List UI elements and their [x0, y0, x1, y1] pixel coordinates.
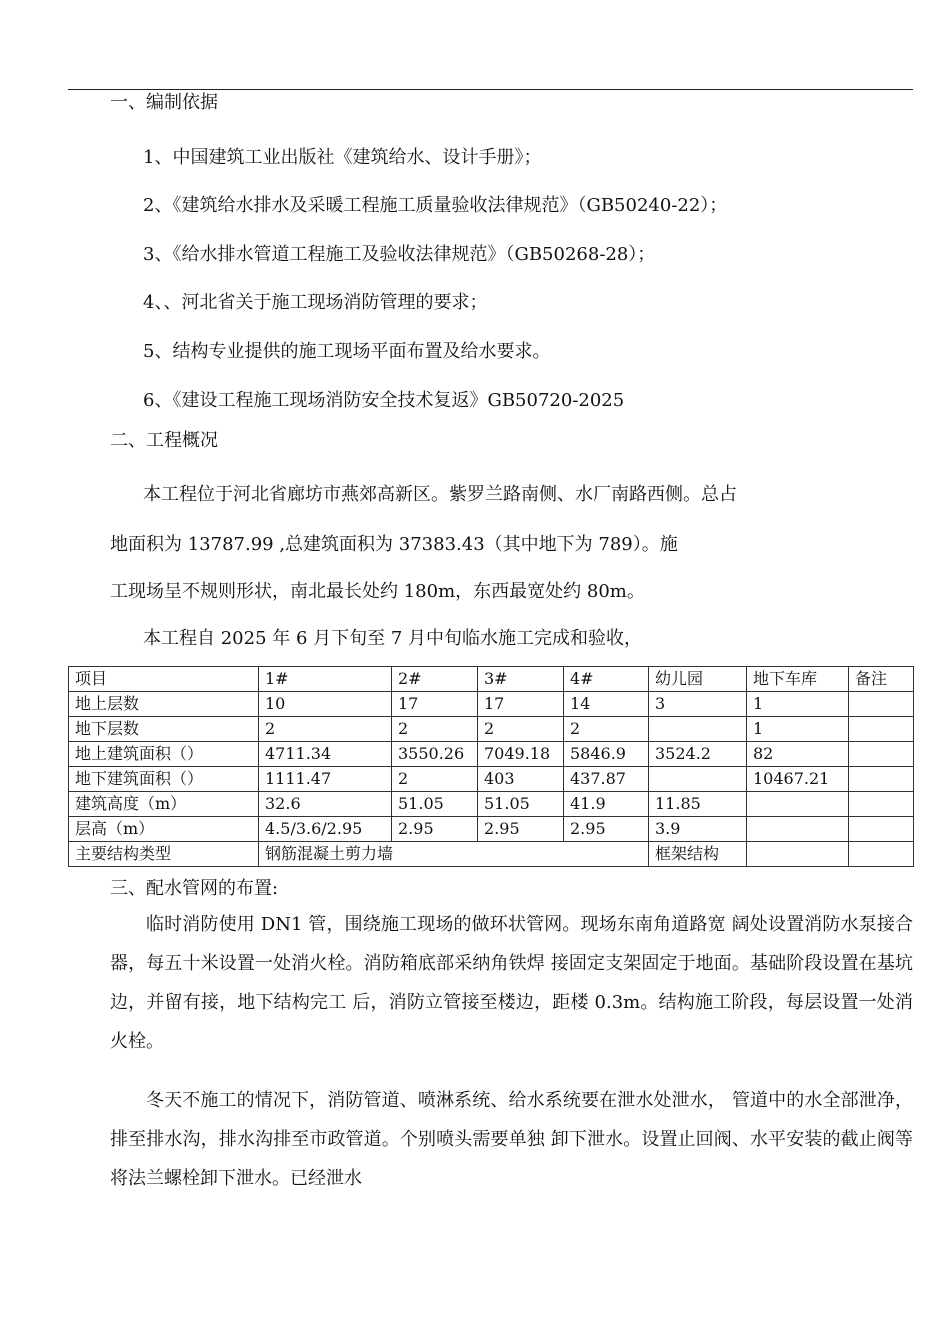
table-cell: [849, 742, 914, 767]
table-cell: 437.87: [564, 767, 649, 792]
table-cell: 2.95: [564, 817, 649, 842]
table-cell: 32.6: [259, 792, 392, 817]
table-cell: 3524.2: [649, 742, 747, 767]
table-cell: 2: [259, 717, 392, 742]
table-cell: 10: [259, 692, 392, 717]
header-cell: 地下车库: [747, 667, 849, 692]
table-cell: [849, 717, 914, 742]
pipe-paragraph-2: 冬天不施工的情况下，消防管道、喷淋系统、给水系统要在泄水处泄水， 管道中的水全部泄净，排至排水沟，排水沟排至市政管道。个别喷头需要单独 卸下泄水。设置止回阀、水平安装的截止阀等将法兰螺栓卸下泄水。已经泄水: [110, 1090, 913, 1189]
building-info-table: [68, 666, 914, 867]
table-cell: 3: [649, 692, 747, 717]
table-cell: [849, 792, 914, 817]
basis-item-6: 6、《建设工程施工现场消防安全技术复返》GB50720-2025: [143, 390, 625, 411]
table-cell: 3550.26: [392, 742, 478, 767]
table-cell: 1111.47: [259, 767, 392, 792]
table-cell: [747, 842, 849, 867]
table-cell: 2: [564, 717, 649, 742]
section-heading-overview: 二、工程概况: [110, 430, 218, 451]
table-cell: 11.85: [649, 792, 747, 817]
table-cell: [747, 792, 849, 817]
header-cell: 幼儿园: [649, 667, 747, 692]
table-cell: 51.05: [478, 792, 564, 817]
overview-line-3: 工现场呈不规则形状，南北最长处约 180m，东西最宽处约 80m。: [110, 581, 645, 602]
table-cell: 1: [747, 692, 849, 717]
table-cell: 14: [564, 692, 649, 717]
header-rule: [68, 89, 913, 90]
table-cell: [649, 717, 747, 742]
table-cell: 地下建筑面积（）: [69, 767, 259, 792]
table-row: [69, 742, 914, 767]
table-cell: 2.95: [392, 817, 478, 842]
table-cell: 2: [478, 717, 564, 742]
table-cell: [649, 767, 747, 792]
basis-item-4: 4、、河北省关于施工现场消防管理的要求；: [143, 292, 488, 313]
table-cell: 4711.34: [259, 742, 392, 767]
table-row: [69, 792, 914, 817]
table-row-structure: [69, 842, 914, 867]
basis-item-3: 3、《给水排水管道工程施工及验收法律规范》（GB50268-28）；: [143, 244, 656, 265]
table-cell: [849, 842, 914, 867]
table-cell: 主要结构类型: [69, 842, 259, 867]
basis-item-2: 2、《建筑给水排水及采暖工程施工质量验收法律规范》（GB50240-22）；: [143, 195, 728, 216]
pipe-paragraph-1: 临时消防使用 DN1 管，围绕施工现场的做环状管网。现场东南角道路宽 阔处设置消防水泵接合器，每五十米设置一处消火栓。消防箱底部采纳角铁焊 接固定支架固定于地面。基础阶段设置在基坑边，并留有接，地下结构完工 后，消防立管接至楼边，距楼 0.3m。结构施工阶段，每层设置一处消火栓。: [110, 914, 913, 1052]
overview-line-1: 本工程位于河北省廊坊市燕郊高新区。紫罗兰路南侧、水厂南路西侧。总占: [143, 484, 737, 505]
table-cell: 403: [478, 767, 564, 792]
section-heading-pipe-network: 三、配水管网的布置:: [110, 878, 279, 899]
table-cell: 82: [747, 742, 849, 767]
table-cell: 1: [747, 717, 849, 742]
table-row: [69, 817, 914, 842]
table-cell-structure-residential: 钢筋混凝土剪力墙: [259, 842, 649, 867]
basis-item-5: 5、结构专业提供的施工现场平面布置及给水要求。: [143, 341, 551, 362]
table-cell: 17: [392, 692, 478, 717]
header-cell: 4#: [564, 667, 649, 692]
table-cell: 3.9: [649, 817, 747, 842]
table-cell: 17: [478, 692, 564, 717]
table-cell: [849, 692, 914, 717]
table-cell: 地下层数: [69, 717, 259, 742]
table-cell: 4.5/3.6/2.95: [259, 817, 392, 842]
basis-item-1: 1、中国建筑工业出版社《建筑给水、设计手册》；: [143, 147, 542, 168]
header-cell: 2#: [392, 667, 478, 692]
section-heading-basis: 一、编制依据: [110, 92, 218, 113]
table-cell: 41.9: [564, 792, 649, 817]
table-cell: 层高（m）: [69, 817, 259, 842]
table-cell: 地上层数: [69, 692, 259, 717]
table-row: [69, 692, 914, 717]
table-cell: 2: [392, 767, 478, 792]
table-header-row: [69, 667, 914, 692]
table-cell: 7049.18: [478, 742, 564, 767]
header-cell: 1#: [259, 667, 392, 692]
header-cell: 备注: [849, 667, 914, 692]
overview-line-4: 本工程自 2025 年 6 月下旬至 7 月中旬临水施工完成和验收，: [143, 628, 643, 649]
table-cell: 建筑高度（m）: [69, 792, 259, 817]
table-row: [69, 767, 914, 792]
table-row: [69, 717, 914, 742]
header-cell: 3#: [478, 667, 564, 692]
table-cell: 5846.9: [564, 742, 649, 767]
table-cell: [849, 767, 914, 792]
overview-line-2: 地面积为 13787.99 ,总建筑面积为 37383.43（其中地下为 789）。施: [110, 534, 678, 555]
table-cell: 51.05: [392, 792, 478, 817]
table-cell: 2: [392, 717, 478, 742]
table-cell-structure-kindergarten: 框架结构: [649, 842, 747, 867]
table-cell: [747, 817, 849, 842]
table-cell: 2.95: [478, 817, 564, 842]
table-cell: 地上建筑面积（）: [69, 742, 259, 767]
header-cell: 项目: [69, 667, 259, 692]
table-cell: [849, 817, 914, 842]
table-cell: 10467.21: [747, 767, 849, 792]
